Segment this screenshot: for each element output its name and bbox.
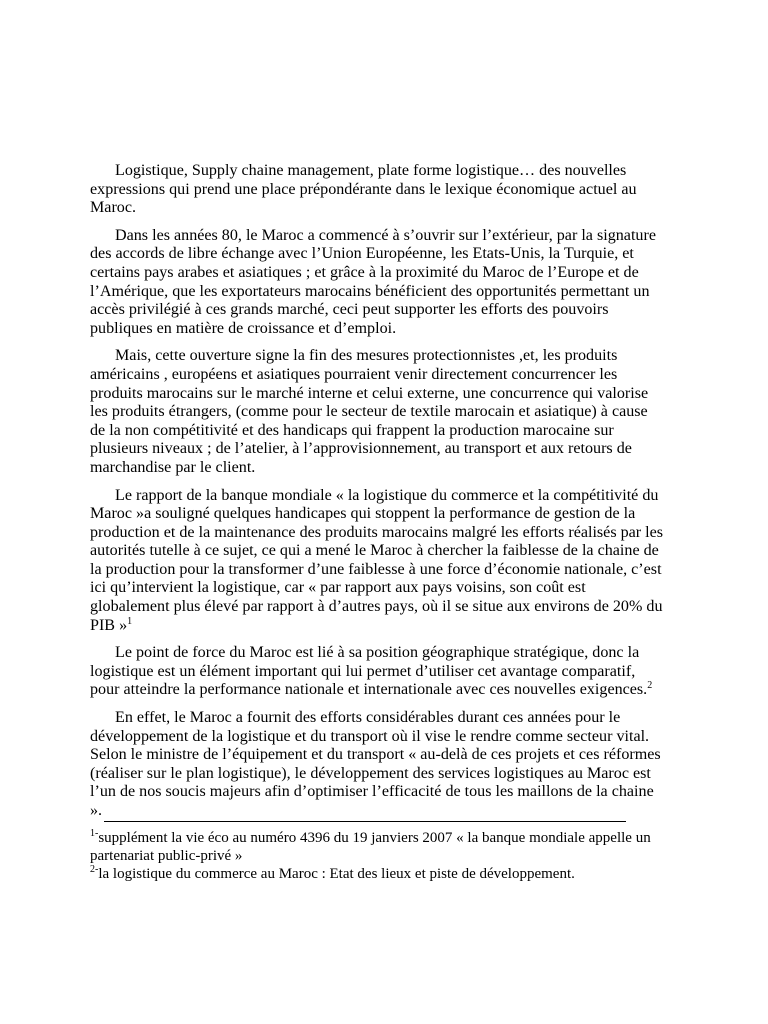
paragraph-intro: [90, 162, 664, 218]
footnote-1: [90, 829, 675, 865]
footnote-separator: [104, 821, 626, 822]
paragraph-text: Le rapport de la banque mondiale « la logistique du commerce et la compétitivité du Maroc »a souligné quelques handicapes qui stoppent la performance de gestion de la production et de la maintenance des produits marocains malgré les efforts réalisés par les autorités tutelle à ce sujet, ce qui a mené le Maroc à chercher la faiblesse de la chaine de la production pour la transformer d’une faiblesse à une force d’économie nationale, c’est ici qu’intervient la logistique, car « par rapport aux pays voisins, son coût est globalement plus élevé par rapport à d’autres pays, où il se situe aux environs de 20% du PIB »: [90, 486, 664, 634]
paragraph-competition: [90, 347, 664, 477]
paragraph-text: Mais, cette ouverture signe la fin des mesures protectionnistes ,et, les produits américains , européens et asiatiques pourraient venir directement concurrencer les produits marocains sur le marché interne et celui externe, une concurrence qui valorise les produits étrangers, (comme pour le secteur de textile marocain et asiatique) à cause de la non compétitivité et des handicaps qui frappent la production marocaine sur plusieurs niveaux ; de l’atelier, à l’approvisionnement, au transport et aux retours de marchandise par le client.: [90, 347, 649, 476]
footnote-text: supplément la vie éco au numéro 4396 du 19 janviers 2007 « la banque mondiale appelle un partenariat public-privé »: [90, 830, 651, 864]
paragraph-text: En effet, le Maroc a fournit des efforts considérables durant ces années pour le développement de la logistique et du transport où il vise le rendre comme secteur vital. Selon le ministre de l’équipement et du transport « au-delà de ces projets et ces réformes (réaliser sur le plan logistique), le développement des services logistiques au Maroc est l’un de nos soucis majeurs afin d’optimiser l’efficacité de tous les maillons de la chaine ».: [90, 709, 661, 819]
paragraph-opening: [90, 227, 664, 339]
footnote-text: la logistique du commerce au Maroc : Etat des lieux et piste de développement.: [98, 866, 575, 882]
paragraph-world-bank: [90, 487, 664, 636]
footnote-2: [90, 865, 675, 883]
footnotes: [90, 821, 675, 883]
footnote-marker: 2-: [90, 864, 99, 875]
footnote-reference: 1: [127, 615, 133, 627]
footnote-marker: 1-: [90, 828, 99, 839]
paragraph-text: Dans les années 80, le Maroc a commencé à s’ouvrir sur l’extérieur, par la signature des accords de libre échange avec l’Union Européenne, les Etats-Unis, la Turquie, et certains pays arabes et asiatiques ; et grâce à la proximité du Maroc de l’Europe et de l’Amérique, que les exportateurs marocains bénéficient des opportunités permettant un accès privilégié à ces grands marché, ceci peut supporter les efforts des pouvoirs publiques en matière de croissance et d’emploi.: [90, 226, 656, 337]
footnote-reference: 2: [647, 680, 653, 692]
body-text: [90, 162, 664, 830]
paragraph-text: Le point de force du Maroc est lié à sa position géographique stratégique, donc la logistique est un élément important qui lui permet d’utiliser cet avantage comparatif, pour atteindre la performance nationale et internationale avec ces nouvelles exigences.: [90, 644, 648, 699]
paragraph-efforts: [90, 709, 664, 821]
paragraph-geography: [90, 644, 664, 700]
paragraph-text: Logistique, Supply chaine management, plate forme logistique… des nouvelles expressions qui prend une place prépondérante dans le lexique économique actuel au Maroc.: [90, 162, 637, 217]
